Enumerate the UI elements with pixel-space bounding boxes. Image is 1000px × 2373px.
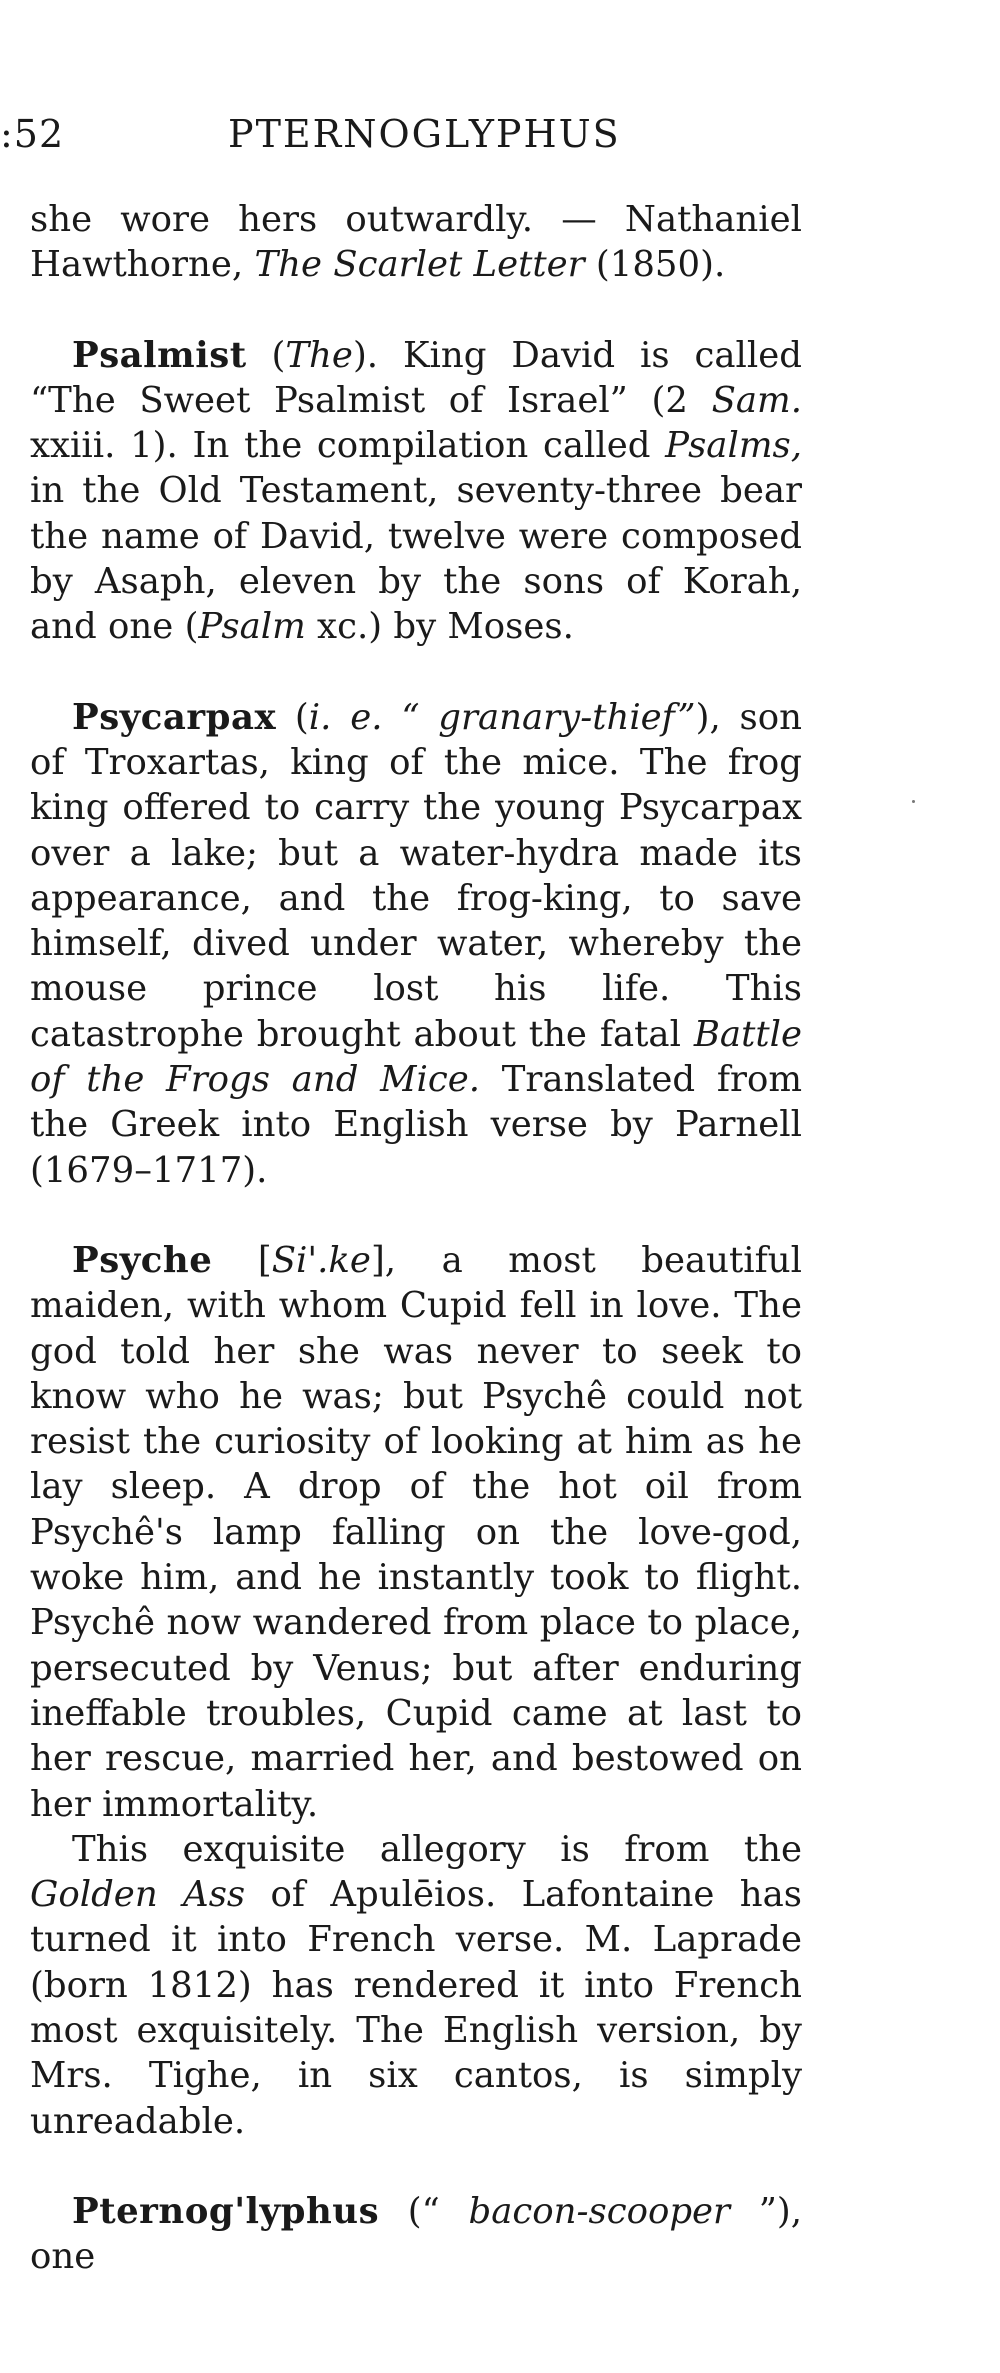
entry-text: Translated from the Greek into English verse by Parnell (1679–1717). xyxy=(30,1059,802,1191)
continuation-paragraph xyxy=(30,197,802,288)
entry-text: xxiii. 1). In the compilation called xyxy=(30,425,666,467)
entry-text: ], a most beautiful maiden, with whom Cupid fell in love. The god told her she was never to seek to know who he was; but Psychê could not resist the curiosity of looking at him as he lay sleep. A drop of the hot oil from Psychê's lamp falling on the love-god, woke him, and he instantly took to flight. Psychê now wandered from place to place, persecuted by Venus; but after enduring ineffable troubles, Cupid came at last to her rescue, married her, and bestowed on her immortality. xyxy=(30,1239,802,1825)
headword: Psalmist xyxy=(72,334,247,376)
entry-text: of Apulēios. Lafontaine has turned it into French verse. M. Laprade (born 1812) has rendered it into French most exquisitely. The English version, by Mrs. Tighe, in six cantos, is simply unreadable. xyxy=(30,1874,802,2142)
running-head-title: PTERNOGLYPHUS xyxy=(228,112,621,156)
entry-text: ( xyxy=(276,696,309,738)
entry-italic: Sam. xyxy=(711,379,802,421)
pronunciation: Si'.ke xyxy=(271,1239,371,1281)
entry-text: [ xyxy=(212,1239,272,1281)
continuation-text: she wore hers outwardly. — Nathaniel Hawthorne, xyxy=(30,199,802,286)
entry-psyche xyxy=(30,1238,802,1827)
headword: Psyche xyxy=(72,1239,213,1281)
entry-text: (“ xyxy=(379,2190,469,2232)
entry-italic: The xyxy=(285,334,353,376)
entry-italic: bacon-scooper xyxy=(468,2190,731,2232)
entry-text: ( xyxy=(246,334,286,376)
entry-text: ”), one xyxy=(30,2190,802,2278)
entry-text: ). King David is called “The Sweet Psalmist of Israel” (2 xyxy=(30,334,802,421)
ink-speck xyxy=(912,800,915,803)
entry-italic: i. e. “ granary-thief” xyxy=(308,696,696,738)
entry-italic: Golden Ass xyxy=(30,1874,246,1916)
running-head xyxy=(0,112,820,172)
entry-text: xc.) by Moses. xyxy=(305,606,574,648)
entry-psalmist xyxy=(30,333,802,650)
entry-italic: Psalms, xyxy=(665,425,802,467)
entry-psycarpax xyxy=(30,695,802,1193)
headword: Pternog'lyphus xyxy=(72,2190,380,2232)
entry-italic: Psalm xyxy=(198,606,306,648)
entry-text: This exquisite allegory is from the xyxy=(72,1828,802,1870)
page-number: :52 xyxy=(0,112,65,156)
entry-text: ), son of Troxartas, king of the mice. The frog king offered to carry the young Psycarpax over a lake; but a water-hydra made its appearance, and the frog-king, to save himself, dived under water, whereby the mouse prince lost his life. This catastrophe brought about the fatal xyxy=(30,696,802,1055)
entry-pternoglyphus xyxy=(30,2189,802,2280)
headword: Psycarpax xyxy=(72,696,277,738)
entry-text: in the Old Testament, seventy-three bear the name of David, twelve were composed by Asaph, eleven by the sons of Korah, and one ( xyxy=(30,470,802,648)
entry-italic: Battle of the Frogs and Mice. xyxy=(30,1013,802,1101)
work-title: The Scarlet Letter xyxy=(254,244,585,286)
continuation-text-end: (1850). xyxy=(584,244,726,286)
text-column xyxy=(30,197,802,2279)
entry-psyche-continued xyxy=(30,1827,802,2144)
